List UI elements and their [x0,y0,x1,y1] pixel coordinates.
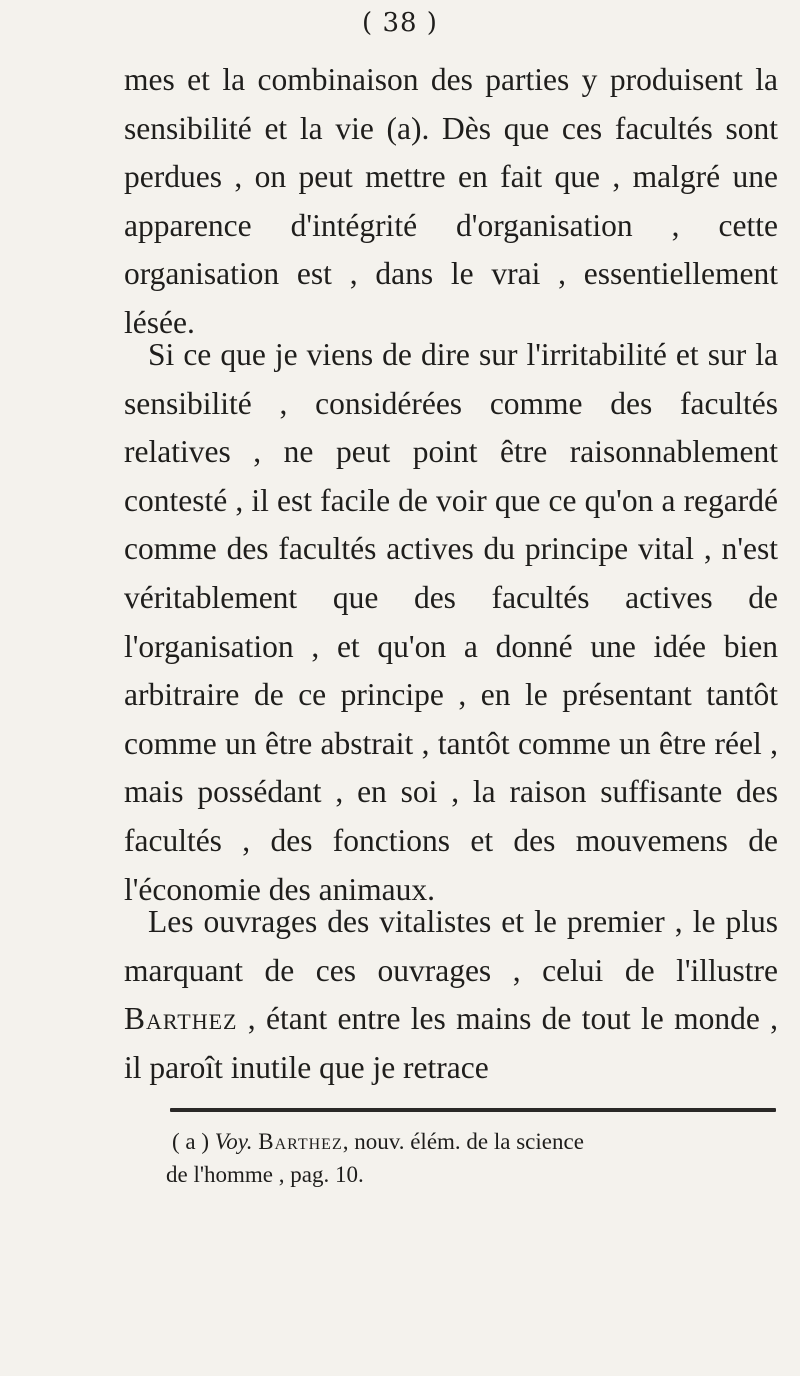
paragraph-3-text-start: Les ouvrages des vitalistes et le premier , le plus marquant de ces ouvrages , celui de l'illustre [124,904,778,988]
paragraph-2: Si ce que je viens de dire sur l'irritabilité et sur la sensibilité , considérées comme des facultés relatives , ne peut point être raisonnablement contesté , il est facile de voir que ce qu'on a regardé comme des facultés actives du principe vital , n'est véritablement que des facultés actives de l'organisation , et qu'on a donné une idée bien arbitraire de ce principe , en le présentant tantôt comme un être abstrait , tantôt comme un être réel , mais possédant , en soi , la raison suffisante des facultés , des fonctions et des mouvemens de l'économie des animaux. [124,337,778,907]
page-number: ( 38 ) [362,8,438,38]
footnote [166,1125,778,1191]
footnote-separator-rule [170,1108,776,1112]
paragraph-3-text-end: , étant entre les mains de tout le monde , il paroît inutile que je retrace [124,1001,779,1085]
paragraph-3 [124,898,778,1092]
paragraph-1: mes et la combinaison des parties y produisent la sensibilité et la vie (a). Dès que ces facultés sont perdues , on peut mettre en fait que , malgré une apparence d'intégrité d'organisation , cette organisation est , dans le vrai , essentiellement lésée. [124,62,778,340]
author-name-barthez: Barthez [124,1001,238,1037]
footnote-reference-continued: de l'homme , pag. 10. [166,1162,364,1187]
footnote-marker: ( a ) [172,1129,210,1154]
footnote-voy: Voy. [214,1129,253,1154]
footnote-author: Barthez [258,1129,343,1154]
footnote-reference: , nouv. élém. de la science [342,1129,584,1154]
